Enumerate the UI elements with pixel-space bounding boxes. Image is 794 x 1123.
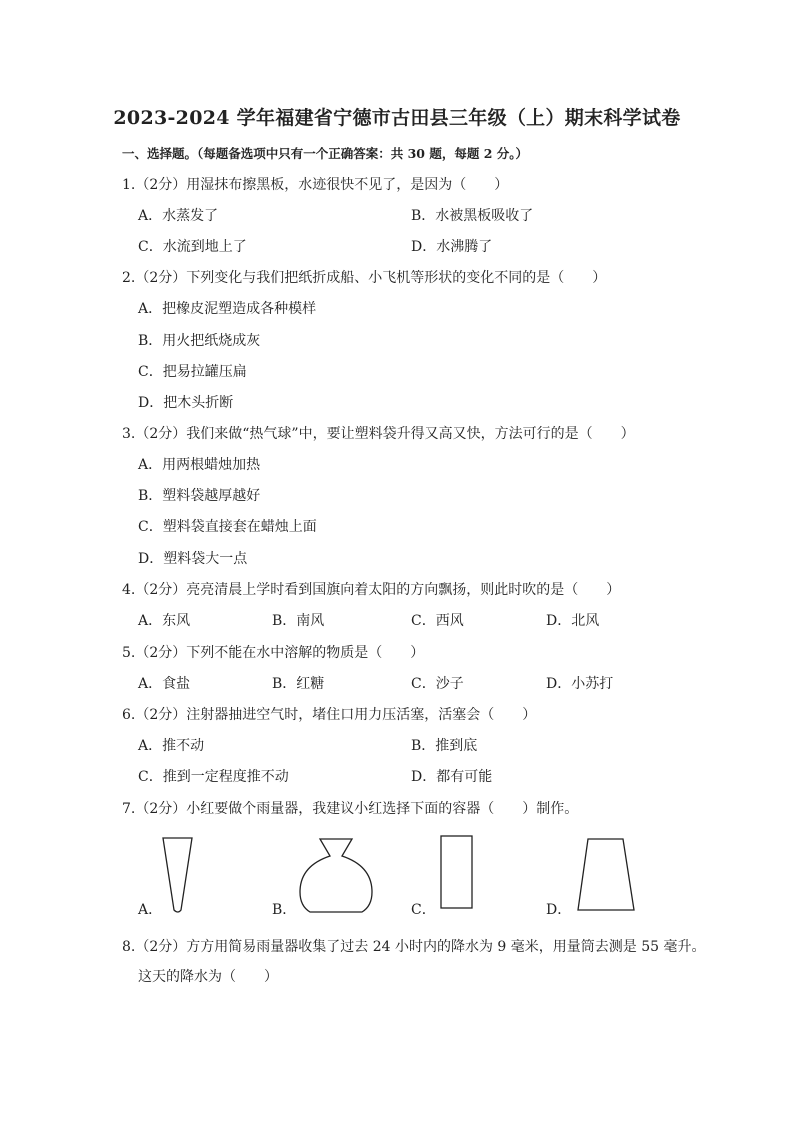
question-7-stem: 7.（2分）小红要做个雨量器，我建议小红选择下面的容器（ ）制作。 xyxy=(122,801,579,817)
question-3-option-a: A．用两根蜡烛加热 xyxy=(138,457,261,473)
question-4-option-d: D．北风 xyxy=(546,613,600,629)
question-2-option-b: B．用火把纸烧成灰 xyxy=(138,333,261,349)
container-tapered-cup-drawing xyxy=(160,836,196,916)
question-1-option-a: A．水蒸发了 xyxy=(138,208,219,224)
section-heading: 一、选择题。（每题备选项中只有一个正确答案：共 30 题，每题 2 分。） xyxy=(122,146,529,161)
question-7-option-d: D． xyxy=(546,902,572,918)
question-6-option-c: C．推到一定程度推不动 xyxy=(138,769,289,785)
question-7-option-a: A． xyxy=(138,902,163,918)
question-5-option-d: D．小苏打 xyxy=(546,676,614,692)
question-4-stem: 4.（2分）亮亮清晨上学时看到国旗向着太阳的方向飘扬，则此时吹的是（ ） xyxy=(122,582,621,598)
question-5-option-b: B．红糖 xyxy=(272,676,325,692)
question-3-option-b: B．塑料袋越厚越好 xyxy=(138,488,261,504)
question-4-option-b: B．南风 xyxy=(272,613,325,629)
question-5-option-c: C．沙子 xyxy=(411,676,464,692)
container-vase-drawing xyxy=(296,836,376,916)
container-cylinder-drawing xyxy=(439,834,475,912)
question-8-stem-continued: 这天的降水为（ ） xyxy=(138,969,278,985)
question-2-option-d: D．把木头折断 xyxy=(138,395,234,411)
question-3-stem: 3.（2分）我们来做“热气球”中，要让塑料袋升得又高又快，方法可行的是（ ） xyxy=(122,426,635,442)
question-8-stem: 8.（2分）方方用简易雨量器收集了过去 24 小时内的降水为 9 毫米，用量筒去测是 55 毫升。 xyxy=(122,939,706,955)
question-4-option-a: A．东风 xyxy=(138,613,191,629)
question-1-stem: 1.（2分）用湿抹布擦黑板，水迹很快不见了，是因为（ ） xyxy=(122,177,509,193)
container-wide-base-drawing xyxy=(574,836,638,914)
question-1-option-d: D．水沸腾了 xyxy=(411,239,493,255)
question-2-option-c: C．把易拉罐压扁 xyxy=(138,364,247,380)
question-1-option-c: C．水流到地上了 xyxy=(138,239,247,255)
question-6-stem: 6.（2分）注射器抽进空气时，堵住口用力压活塞，活塞会（ ） xyxy=(122,707,537,723)
exam-title: 2023-2024 学年福建省宁德市古田县三年级（上）期末科学试卷 xyxy=(113,107,681,129)
question-2-stem: 2.（2分）下列变化与我们把纸折成船、小飞机等形状的变化不同的是（ ） xyxy=(122,270,607,286)
question-7-option-c: C． xyxy=(411,902,436,918)
question-3-option-d: D．塑料袋大一点 xyxy=(138,551,248,567)
question-6-option-b: B．推到底 xyxy=(411,738,478,754)
question-4-option-c: C．西风 xyxy=(411,613,464,629)
question-3-option-c: C．塑料袋直接套在蜡烛上面 xyxy=(138,519,317,535)
question-6-option-a: A．推不动 xyxy=(138,738,205,754)
question-5-option-a: A．食盐 xyxy=(138,676,191,692)
question-1-option-b: B．水被黑板吸收了 xyxy=(411,208,534,224)
question-7-option-b: B． xyxy=(272,902,297,918)
question-6-option-d: D．都有可能 xyxy=(411,769,493,785)
question-2-option-a: A．把橡皮泥塑造成各种模样 xyxy=(138,301,317,317)
question-5-stem: 5.（2分）下列不能在水中溶解的物质是（ ） xyxy=(122,645,425,661)
